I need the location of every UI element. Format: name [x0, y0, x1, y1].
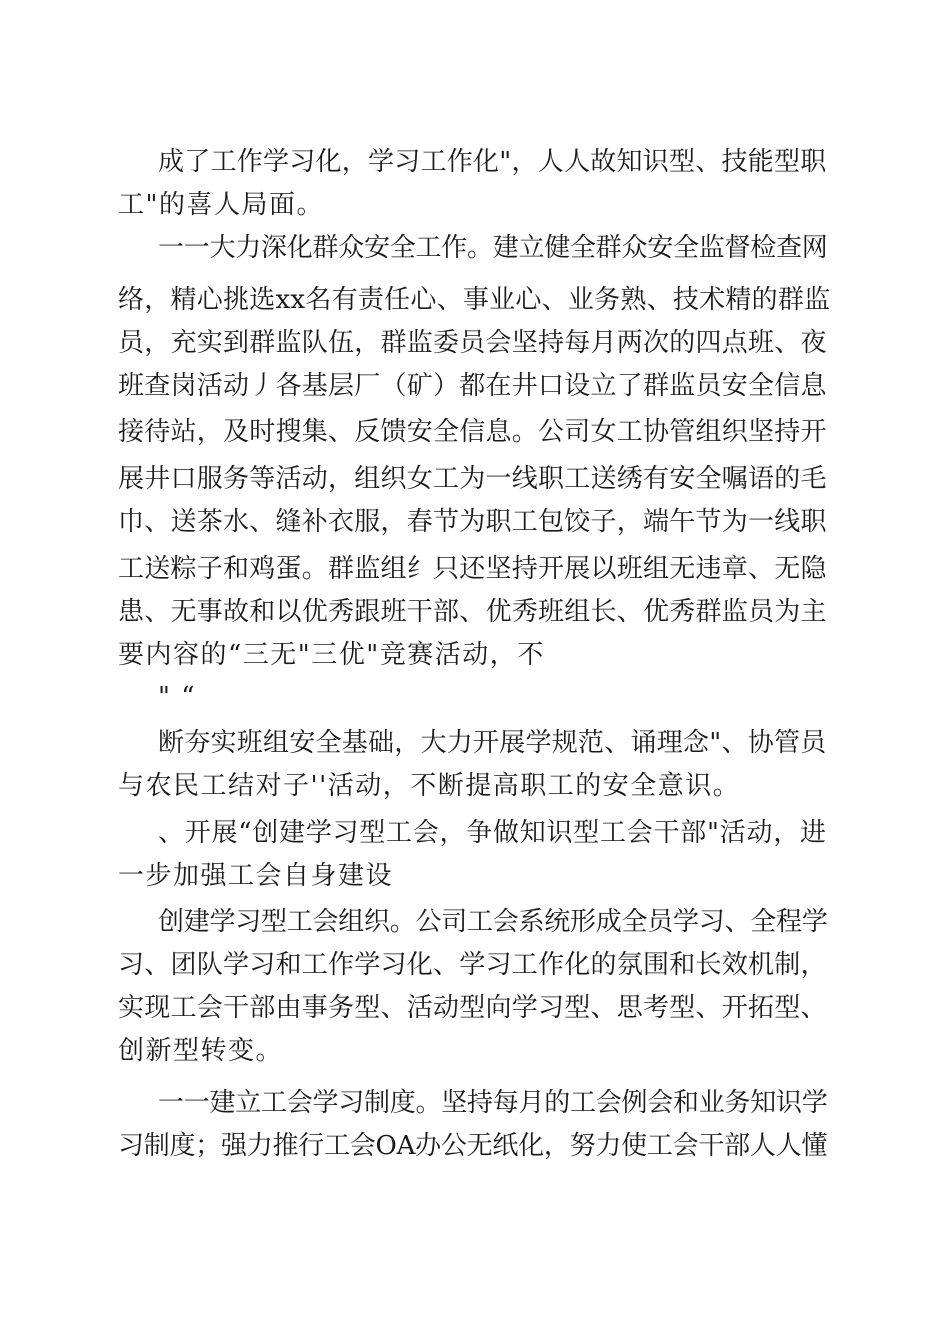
text-line-20: 实现工会干部由事务型、活动型向学习型、思考型、开拓型、 — [118, 993, 827, 1023]
text-line-16: 、开展“创建学习型工会，争做知识型工会干部"活动，进 — [158, 818, 827, 848]
text-line-13: " “ — [158, 682, 197, 712]
text-line-14: 断夯实班组安全基础，大力开展学规范、诵理念"、协管员 — [158, 728, 827, 758]
text-line-23: 习制度；强力推行工会OA办公无纸化，努力使工会干部人人懂 — [118, 1131, 828, 1161]
text-line-2: 工"的喜人局面。 — [118, 190, 324, 220]
text-line-9: 巾、送茶水、缝补衣服，春节为职工包饺子，端午节为一线职 — [118, 507, 827, 537]
text-line-18: 创建学习型工会组织。公司工会系统形成全员学习、全程学 — [158, 907, 828, 937]
text-line-12: 要内容的“三无"三优"竞赛活动，不 — [118, 640, 545, 670]
text-line-17: 一步加强工会自身建设 — [118, 861, 394, 891]
text-line-7: 接待站，及时搜集、反馈安全信息。公司女工协管组织坚持开 — [118, 417, 827, 447]
text-line-6: 班查岗活动丿各基层厂（矿）都在井口设立了群监员安全信息 — [118, 371, 827, 401]
text-line-5: 员，充实到群监队伍，群监委员会坚持每月两次的四点班、夜 — [118, 328, 827, 358]
text-line-21: 创新型转变。 — [118, 1036, 284, 1066]
text-line-4: 络，精心挑选xx名有责任心、事业心、业务熟、技术精的群监 — [118, 285, 831, 315]
text-line-22: 一一建立工会学习制度。坚持每月的工会例会和业务知识学 — [158, 1088, 828, 1118]
text-line-15: 与农民工结对子''活动，不断提高职工的安全意识。 — [118, 771, 741, 801]
text-line-10: 工送粽子和鸡蛋。群监组纟只还坚持开展以班组无违章、无隐 — [118, 554, 827, 584]
text-line-3: 一一大力深化群众安全工作。建立健全群众安全监督检查网 — [158, 233, 828, 263]
text-line-11: 患、无事故和以优秀跟班干部、优秀班组长、优秀群监员为主 — [118, 597, 827, 627]
text-line-8: 展井口服务等活动，组织女工为一线职工送绣有安全嘱语的毛 — [118, 464, 827, 494]
text-line-1: 成了工作学习化，学习工作化"，人人故知识型、技能型职 — [158, 147, 827, 177]
text-line-19: 习、团队学习和工作学习化、学习工作化的氛围和长效机制， — [118, 950, 827, 980]
